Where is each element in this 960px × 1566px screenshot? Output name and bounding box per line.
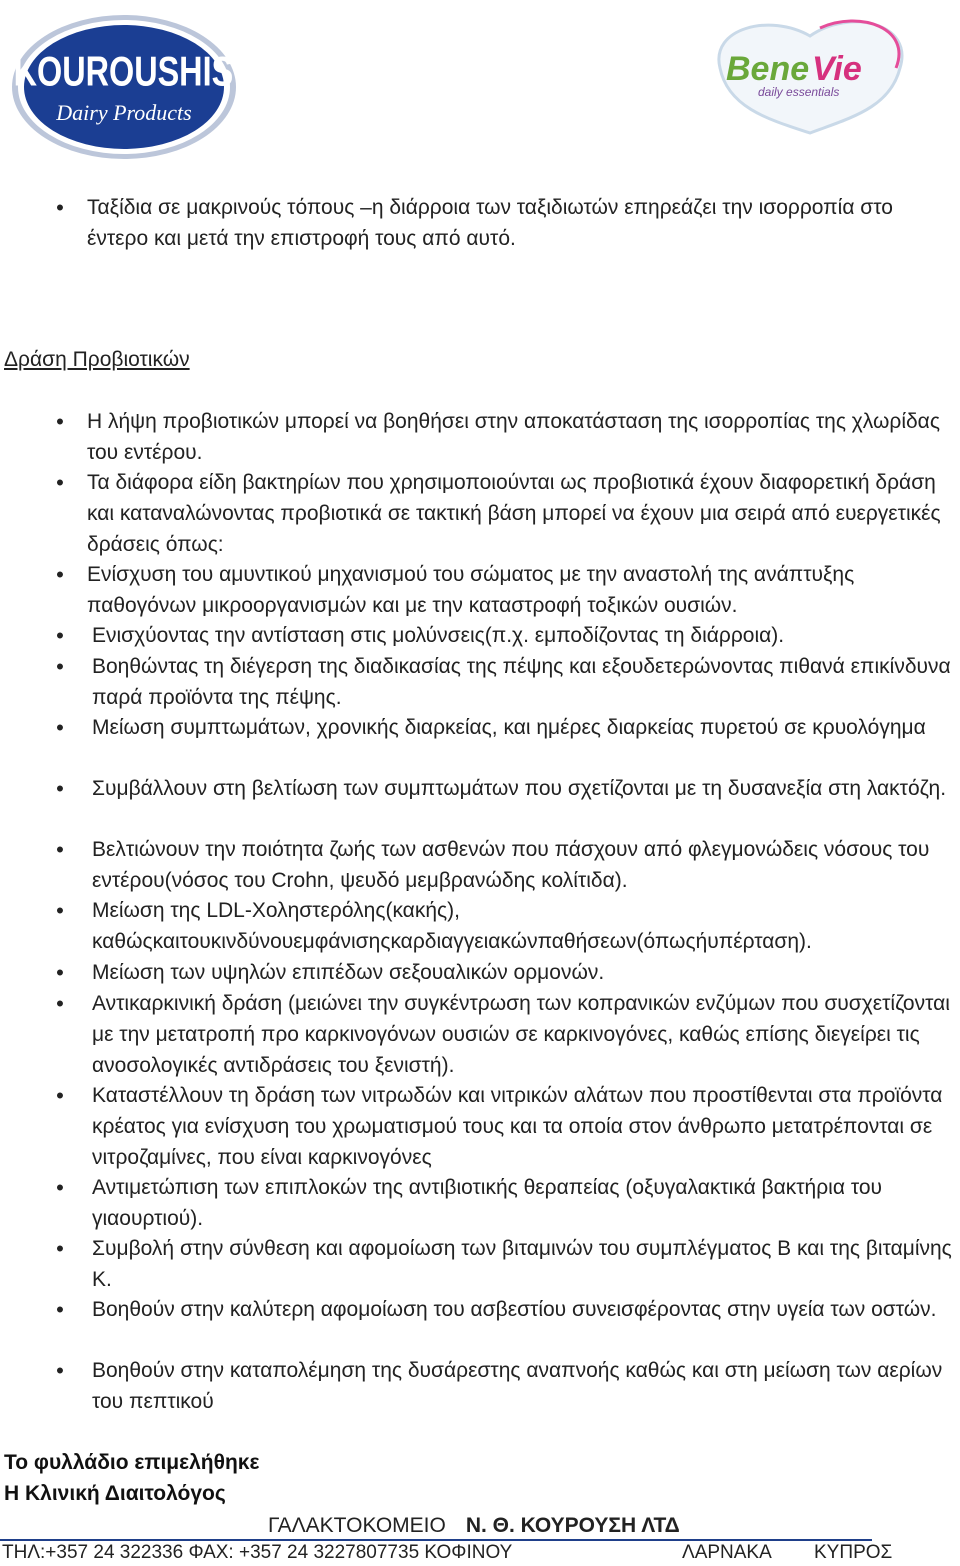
bullet-item: • Ενισχύοντας την αντίσταση στις μολύνσεις(π.χ. εμποδίζοντας τη διάρροια). bbox=[50, 620, 958, 651]
svg-text:daily essentials: daily essentials bbox=[758, 85, 840, 99]
intro-bullet: • Ταξίδια σε μακρινούς τόπους –η διάρροια των ταξιδιωτών επηρεάζει την ισορροπία στο έντερο και μετά την επιστροφή τους από αυτό. bbox=[50, 192, 955, 254]
bullet-item: • Αντικαρκινική δράση (μειώνει την συγκέντρωση των κοπρανικών ενζύμων που συσχετίζονται με την μετατροπή προ καρκινογόνων ουσιών σε καρκινογόνες, καθώς επίσης διεγείρει τις ανοσολογικές αντιδράσεις του ξενιστή). bbox=[50, 988, 958, 1081]
bullet-dot-icon: • bbox=[56, 1236, 64, 1261]
kouroushis-logo bbox=[10, 12, 238, 162]
bullet-item: • Βοηθώντας τη διέγερση της διαδικασίας της πέψης και εξουδετερώνοντας πιθανά επικίνδυνα παρά προϊόντα της πέψης. bbox=[50, 651, 958, 713]
bullet-dot-icon: • bbox=[56, 898, 64, 923]
bullet-dot-icon: • bbox=[56, 562, 64, 587]
section-heading: Δράση Προβιοτικών bbox=[4, 348, 190, 371]
company-name: Ν. Θ. ΚΟΥΡΟΥΣΗ ΛΤΔ bbox=[465, 1514, 680, 1537]
bullet-dot-icon: • bbox=[56, 623, 64, 648]
company-prefix: ΓΑΛΑΚΤΟΚΟΜΕΙΟ bbox=[268, 1514, 446, 1537]
bullet-dot-icon: • bbox=[56, 1175, 64, 1200]
bullet-dot-icon: • bbox=[56, 470, 64, 495]
bullet-item: • Συμβολή στην σύνθεση και αφομοίωση των βιταμινών του συμπλέγματος Β και της βιταμίνης Κ. bbox=[50, 1233, 958, 1295]
bullet-dot-icon: • bbox=[56, 776, 64, 801]
bullet-dot-icon: • bbox=[56, 715, 64, 740]
bullet-dot-icon: • bbox=[56, 654, 64, 679]
bullet-item: • Μείωση της LDL-Χοληστερόλης(κακής), καθώςκαιτουκινδύνουεμφάνισηςκαρδιαγγειακώνπαθήσεων(όπωςήυπέρταση). bbox=[50, 895, 958, 957]
bullet-dot-icon: • bbox=[56, 1083, 64, 1108]
bullet-item: • Αντιμετώπιση των επιπλοκών της αντιβιοτικής θεραπείας (οξυγαλακτικά βακτήρια του γιαουρτιού). bbox=[50, 1172, 958, 1234]
closing-line-1: Το φυλλάδιο επιμελήθηκε bbox=[4, 1451, 260, 1474]
svg-text:KOUROUSHIS: KOUROUSHIS bbox=[13, 47, 234, 95]
bullet-item: • Βελτιώνουν την ποιότητα ζωής των ασθενών που πάσχουν από φλεγμονώδεις νόσους του εντέρου(νόσος του Crohn, ψευδό μεμβρανώδης κολίτιδα). bbox=[50, 834, 958, 896]
bullet-dot-icon: • bbox=[56, 991, 64, 1016]
bullet-dot-icon: • bbox=[56, 195, 64, 220]
bullet-item: • Ενίσχυση του αμυντικού μηχανισμού του σώματος με την αναστολή της ανάπτυξης παθογόνων μικροοργανισμών και με την καταστροφή τοξικών ουσιών. bbox=[50, 559, 955, 621]
footer-contact bbox=[2, 1540, 958, 1566]
bullet-item: • Η λήψη προβιοτικών μπορεί να βοηθήσει στην αποκατάσταση της ισορροπίας της χλωρίδας του εντέρου. bbox=[50, 406, 955, 468]
contact-phones: ΤΗΛ:+357 24 322336 ΦΑΧ: +357 24 3227807735 ΚΟΦΙΝΟΥ bbox=[2, 1542, 513, 1563]
closing-line-2: Η Κλινική Διαιτολόγος bbox=[4, 1482, 226, 1505]
svg-text:Bene: Bene bbox=[726, 50, 810, 88]
bullet-item: • Βοηθούν στην καλύτερη αφομοίωση του ασβεστίου συνεισφέροντας στην υγεία των οστών. bbox=[50, 1294, 958, 1325]
bullet-item: • Βοηθούν στην καταπολέμηση της δυσάρεστης αναπνοής καθώς και στη μείωση των αερίων του πεπτικού bbox=[50, 1355, 958, 1417]
contact-country: ΚΥΠΡΟΣ bbox=[814, 1542, 893, 1563]
footer-company bbox=[268, 1510, 680, 1541]
bullet-dot-icon: • bbox=[56, 837, 64, 862]
bullet-item: • Συμβάλλουν στη βελτίωση των συμπτωμάτων που σχετίζονται με τη δυσανεξία στη λακτόζη. bbox=[50, 773, 958, 804]
benevie-logo bbox=[700, 8, 914, 138]
bullet-item: • Μείωση συμπτωμάτων, χρονικής διαρκείας, και ημέρες διαρκείας πυρετού σε κρυολόγημα bbox=[50, 712, 958, 743]
bullet-item: • Καταστέλλουν τη δράση των νιτρωδών και νιτρικών αλάτων που προστίθενται στα προϊόντα κρέατος για ενίσχυση του χρωματισμού τους και τα οποία στον άνθρωπο μετατρέπονται σε νιτροζαμίνες, που είναι καρκινογόνες bbox=[50, 1080, 958, 1173]
bullet-item: • Μείωση των υψηλών επιπέδων σεξουαλικών ορμονών. bbox=[50, 957, 958, 988]
bullet-dot-icon: • bbox=[56, 1358, 64, 1383]
svg-text:Dairy Products: Dairy Products bbox=[56, 100, 192, 125]
bullet-dot-icon: • bbox=[56, 409, 64, 434]
bullet-dot-icon: • bbox=[56, 960, 64, 985]
bullet-item: • Τα διάφορα είδη βακτηρίων που χρησιμοποιούνται ως προβιοτικά έχουν διαφορετική δράση και καταναλώνοντας προβιοτικά σε τακτική βάση μπορεί να έχουν μια σειρά από ευεργετικές δράσεις όπως: bbox=[50, 467, 955, 560]
bullet-dot-icon: • bbox=[56, 1297, 64, 1322]
svg-text:Vie: Vie bbox=[812, 50, 862, 88]
contact-city: ΛΑΡΝΑΚΑ bbox=[682, 1542, 772, 1563]
